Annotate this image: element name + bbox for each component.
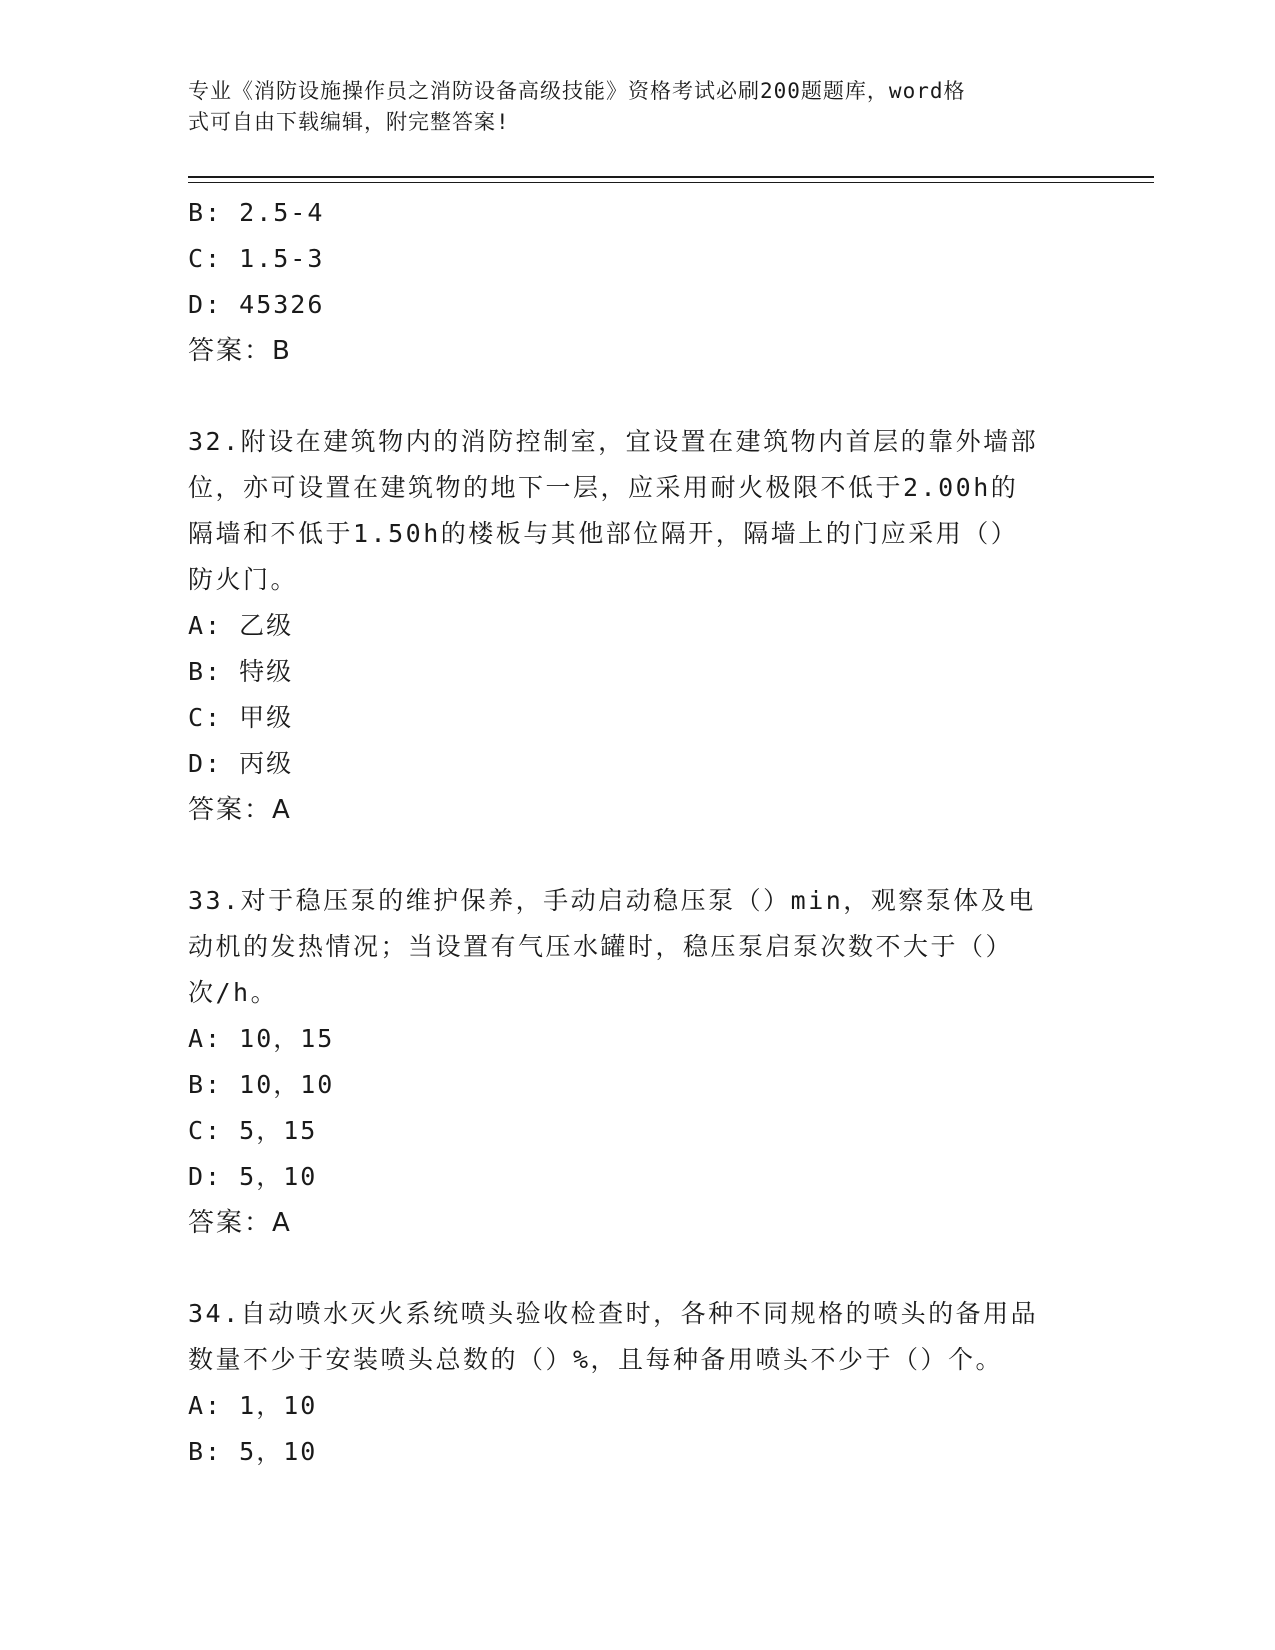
spacer xyxy=(188,833,1088,878)
option-b: B: 特级 xyxy=(188,657,294,686)
option-a: A: 乙级 xyxy=(188,611,294,640)
answer-line: 答案：B xyxy=(188,336,292,366)
question-32 xyxy=(188,419,1088,833)
option-d: D: 丙级 xyxy=(188,749,294,778)
question-text-line: 次/h。 xyxy=(188,978,279,1007)
option-c: C: 5，15 xyxy=(188,1116,318,1145)
spacer xyxy=(188,374,1088,419)
question-list xyxy=(188,190,1088,1475)
spacer xyxy=(188,1246,1088,1291)
document-header xyxy=(188,76,1068,138)
header-rule-thin xyxy=(188,182,1154,183)
question-text-line: 位，亦可设置在建筑物的地下一层，应采用耐火极限不低于2.00h的 xyxy=(188,473,1019,502)
header-rule-thick xyxy=(188,176,1154,178)
option-b: B: 10，10 xyxy=(188,1070,335,1099)
answer-line: 答案：A xyxy=(188,1208,292,1238)
option-c: C: 甲级 xyxy=(188,703,294,732)
answer-line: 答案：A xyxy=(188,795,292,825)
option-a: A: 1，10 xyxy=(188,1391,318,1420)
header-line-2: 式可自由下载编辑，附完整答案! xyxy=(188,110,510,134)
question-text-line: 33.对于稳压泵的维护保养，手动启动稳压泵（）min，观察泵体及电 xyxy=(188,886,1036,915)
question-text-line: 防火门。 xyxy=(188,565,299,594)
question-text-line: 数量不少于安装喷头总数的（）%，且每种备用喷头不少于（）个。 xyxy=(188,1345,1004,1374)
header-line-1: 专业《消防设施操作员之消防设备高级技能》资格考试必刷200题题库，word格 xyxy=(188,79,966,103)
question-text-line: 隔墙和不低于1.50h的楼板与其他部位隔开，隔墙上的门应采用（） xyxy=(188,519,1019,548)
question-33 xyxy=(188,878,1088,1246)
question-34 xyxy=(188,1291,1088,1475)
option-b: B: 2.5-4 xyxy=(188,198,325,227)
option-a: A: 10，15 xyxy=(188,1024,335,1053)
question-31-continuation xyxy=(188,190,1088,374)
option-c: C: 1.5-3 xyxy=(188,244,325,273)
option-d: D: 5，10 xyxy=(188,1162,318,1191)
question-text-line: 动机的发热情况；当设置有气压水罐时，稳压泵启泵次数不大于（） xyxy=(188,932,1014,961)
question-text-line: 34.自动喷水灭火系统喷头验收检查时，各种不同规格的喷头的备用品 xyxy=(188,1299,1039,1328)
question-text-line: 32.附设在建筑物内的消防控制室，宜设置在建筑物内首层的靠外墙部 xyxy=(188,427,1039,456)
option-d: D: 45326 xyxy=(188,290,325,319)
option-b: B: 5，10 xyxy=(188,1437,318,1466)
